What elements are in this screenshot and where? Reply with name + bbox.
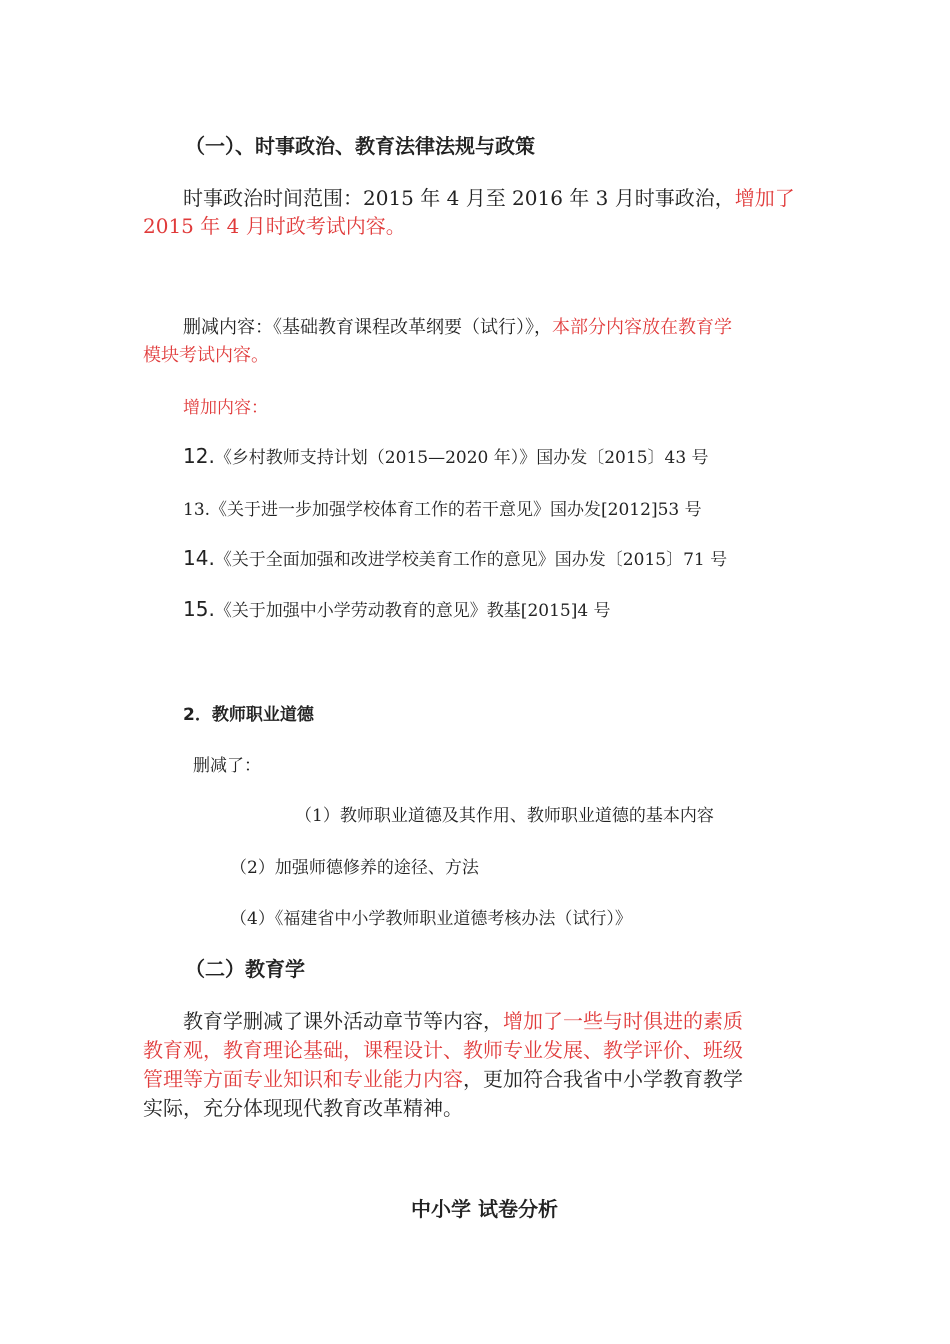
deleted-content-line1 bbox=[183, 313, 732, 339]
policy-item-13 bbox=[183, 495, 702, 520]
item-text: 《关于进一步加强学校体育工作的若干意见》国办发[2012]53 号 bbox=[210, 500, 702, 520]
deleted-content-line2: 模块考试内容。 bbox=[143, 345, 269, 366]
item-number: 13. bbox=[183, 500, 211, 520]
pedagogy-highlight: 增加了一些与时俱进的素质 bbox=[503, 1009, 743, 1033]
item-text: 《关于全面加强和改进学校美育工作的意见》国办发〔2015〕71 号 bbox=[214, 550, 728, 570]
item-text: 《乡村教师支持计划（2015—2020 年）》国办发〔2015〕43 号 bbox=[214, 448, 709, 468]
pedagogy-text: ，更加符合我省中小学教育教学 bbox=[463, 1067, 743, 1091]
time-range-text: 时事政治时间范围：2015 年 4 月至 2016 年 3 月时事政治， bbox=[183, 186, 735, 210]
ethics-deleted-item-1: （1）教师职业道德及其作用、教师职业道德的基本内容 bbox=[295, 806, 714, 826]
pedagogy-highlight: 管理等方面专业知识和专业能力内容 bbox=[143, 1067, 463, 1091]
exam-analysis-title: 中小学 试卷分析 bbox=[411, 1197, 558, 1221]
added-highlight: 增加了 bbox=[734, 186, 795, 210]
item-number: 15. bbox=[183, 597, 215, 621]
ethics-deleted-label: 删减了： bbox=[193, 756, 261, 776]
section-heading-politics: （一）、时事政治、教育法律法规与政策 bbox=[185, 134, 535, 158]
pedagogy-line3 bbox=[143, 1063, 743, 1092]
ethics-deleted-item-2: （2）加强师德修养的途径、方法 bbox=[230, 858, 479, 878]
item-number: 12. bbox=[183, 444, 215, 468]
policy-item-14 bbox=[183, 545, 727, 570]
deleted-content-text: 删减内容：《基础教育课程改革纲要（试行）》， bbox=[183, 317, 552, 338]
section-heading-pedagogy: （二）教育学 bbox=[185, 957, 305, 981]
pedagogy-line4: 实际，充分体现现代教育改革精神。 bbox=[143, 1096, 463, 1120]
ethics-deleted-item-4: （4）《福建省中小学教师职业道德考核办法（试行）》 bbox=[230, 909, 632, 929]
time-range-line1 bbox=[183, 182, 795, 211]
deleted-content-note: 本部分内容放在教育学 bbox=[552, 317, 732, 338]
policy-item-15 bbox=[183, 596, 611, 621]
item-text: 《关于加强中小学劳动教育的意见》教基[2015]4 号 bbox=[214, 601, 611, 621]
policy-item-12 bbox=[183, 443, 709, 468]
pedagogy-line2: 教育观，教育理论基础，课程设计、教师专业发展、教学评价、班级 bbox=[143, 1038, 743, 1062]
section-heading-ethics: 2．教师职业道德 bbox=[183, 705, 314, 725]
pedagogy-line1 bbox=[183, 1005, 743, 1034]
time-range-line2: 2015 年 4 月时政考试内容。 bbox=[143, 214, 406, 238]
pedagogy-text: 教育学删减了课外活动章节等内容， bbox=[183, 1009, 503, 1033]
item-number: 14. bbox=[183, 546, 215, 570]
added-content-label: 增加内容： bbox=[183, 398, 268, 418]
